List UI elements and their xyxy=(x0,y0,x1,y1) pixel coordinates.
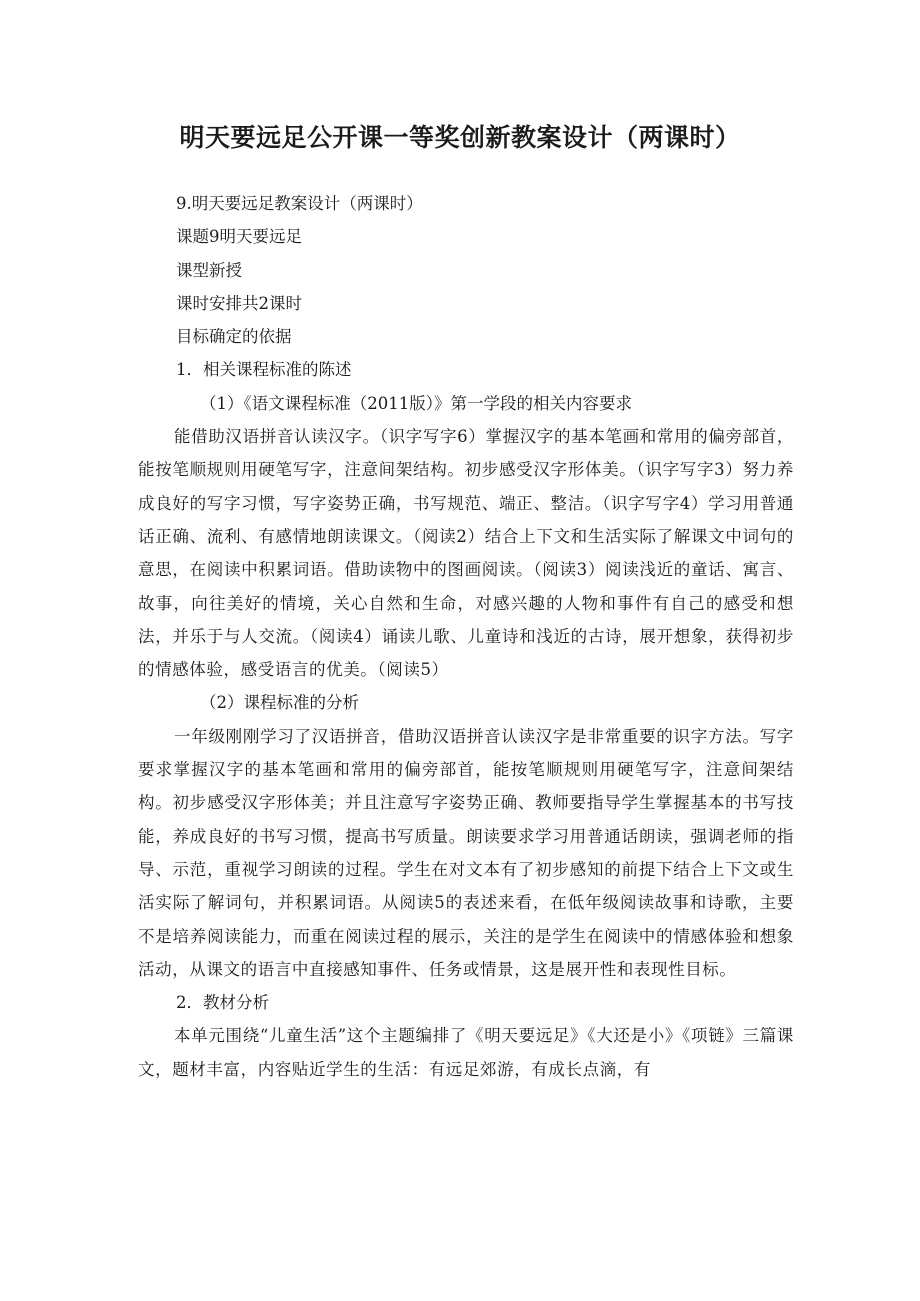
section-1-paragraph-1: 能借助汉语拼音认读汉字。（识字写字6）掌握汉字的基本笔画和常用的偏旁部首，能按笔顺规则用硬笔写字，注意间架结构。初步感受汉字形体美。（识字写字3）努力养成良好的写字习惯，写字姿势正确，书写规范、端正、整洁。（识字写字4）学习用普通话正确、流利、有感情地朗读课文。（阅读2）结合上下文和生活实际了解课文中词句的意思，在阅读中积累词语。借助读物中的图画阅读。（阅读3）阅读浅近的童话、寓言、故事，向往美好的情境，关心自然和生命，对感兴趣的人物和事件有自己的感受和想法，并乐于与人交流。（阅读4）诵读儿歌、儿童诗和浅近的古诗，展开想象，获得初步的情感体验，感受语言的优美。（阅读5） xyxy=(138,427,794,680)
lesson-schedule: 课时安排共2课时 xyxy=(176,293,302,313)
lesson-topic: 课题9明天要远足 xyxy=(176,227,302,247)
section-1-heading: 1．相关课程标准的陈述 xyxy=(176,360,352,380)
section-2-paragraph: 本单元围绕“儿童生活”这个主题编排了《明天要远足》《大还是小》《项链》三篇课文，题材丰富，内容贴近学生的生活：有远足郊游，有成长点滴，有 xyxy=(138,1026,794,1079)
section-1-sub-1: （1）《语文课程标准（2011版）》第一学段的相关内容要求 xyxy=(200,393,632,413)
section-1-sub-2: （2）课程标准的分析 xyxy=(200,693,359,713)
document-body xyxy=(138,187,794,1086)
lesson-type: 课型新授 xyxy=(176,260,242,280)
goal-basis-heading: 目标确定的依据 xyxy=(176,327,292,347)
document-title: 明天要远足公开课一等奖创新教案设计（两课时） xyxy=(179,123,741,152)
section-2-heading: 2．教材分析 xyxy=(176,993,269,1013)
section-1-paragraph-2: 一年级刚刚学习了汉语拼音，借助汉语拼音认读汉字是非常重要的识字方法。写字要求掌握汉字的基本笔画和常用的偏旁部首，能按笔顺规则用硬笔写字，注意间架结构。初步感受汉字形体美；并且注意写字姿势正确、教师要指导学生掌握基本的书写技能，养成良好的书写习惯，提高书写质量。朗读要求学习用普通话朗读，强调老师的指导、示范，重视学习朗读的过程。学生在对文本有了初步感知的前提下结合上下文或生活实际了解词句，并积累词语。从阅读5的表述来看，在低年级阅读故事和诗歌，主要不是培养阅读能力，而重在阅读过程的展示，关注的是学生在阅读中的情感体验和想象活动，从课文的语言中直接感知事件、任务或情景，这是展开性和表现性目标。 xyxy=(138,726,794,979)
lesson-heading: 9.明天要远足教案设计（两课时） xyxy=(176,194,423,213)
